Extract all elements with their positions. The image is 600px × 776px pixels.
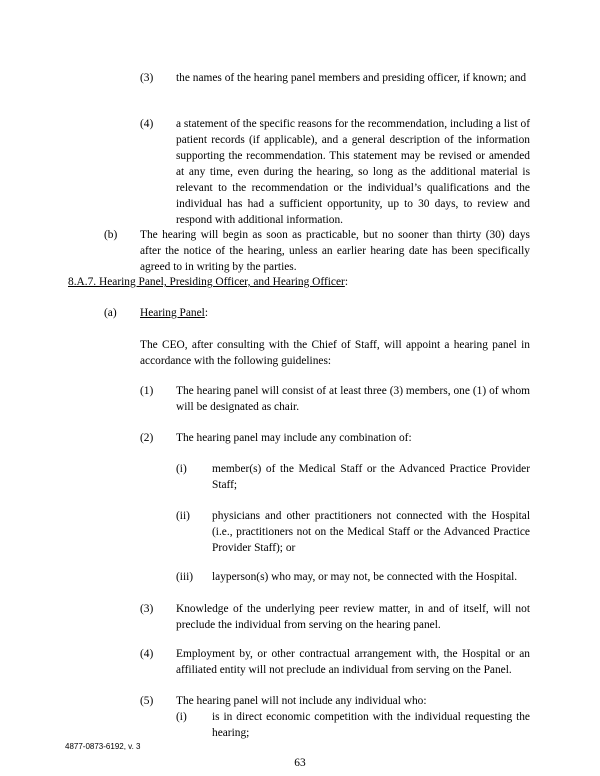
item-text: Employment by, or other contractual arrangement with, the Hospital or an affiliated entity will not preclude an individual from serving on the Panel. <box>176 648 530 676</box>
item-label: (3) <box>140 603 154 615</box>
item-label: (ii) <box>176 510 190 522</box>
item-text: physicians and other practitioners not connected with the Hospital (i.e., practitioners not on the Medical Staff or the Advanced Practice Provider Staff); or <box>212 510 530 554</box>
page-number: 63 <box>294 757 306 769</box>
item-label: (a) <box>104 307 117 319</box>
item-label: (5) <box>140 695 154 707</box>
item-label: (4) <box>140 648 154 660</box>
item-text: is in direct economic competition with the individual requesting the hearing; <box>212 711 530 739</box>
section-heading <box>68 274 528 290</box>
item-label: (2) <box>140 432 154 444</box>
item-text: the names of the hearing panel members and presiding officer, if known; and <box>176 72 527 84</box>
item-text: The hearing will begin as soon as practicable, but no sooner than thirty (30) days after the notice of the hearing, unless an earlier hearing date has been specifically agreed to in writing by the parties. <box>140 229 530 273</box>
subsection-suffix: : <box>204 307 209 319</box>
item-text: The hearing panel will not include any individual who: <box>176 695 427 707</box>
item-label: (4) <box>140 118 154 130</box>
item-text: layperson(s) who may, or may not, be connected with the Hospital. <box>212 571 518 583</box>
item-label: (iii) <box>176 571 194 583</box>
intro-paragraph: The CEO, after consulting with the Chief of Staff, will appoint a hearing panel in accordance with the following guidelines: <box>140 339 530 367</box>
item-text: The hearing panel will consist of at least three (3) members, one (1) of whom will be designated as chair. <box>176 385 530 413</box>
subsection-title: Hearing Panel <box>140 307 205 319</box>
item-label: (i) <box>176 463 187 475</box>
subsection-heading <box>140 305 530 321</box>
item-label: (i) <box>176 711 187 723</box>
item-label: (b) <box>104 229 118 241</box>
document-id: 4877-0873-6192, v. 3 <box>65 742 141 751</box>
item-label: (1) <box>140 385 154 397</box>
section-heading-title: 8.A.7. Hearing Panel, Presiding Officer, and Hearing Officer <box>68 276 345 288</box>
item-text: a statement of the specific reasons for the recommendation, including a list of patient records (if applicable), and a general description of the information supporting the recommendation. This statement may be revised or amended at any time, even during the hearing, so long as the additional material is relevant to the recommendation or the individual’s qualifications and the individual has had a sufficient opportunity, up to 30 days, to review and respond with additional information. <box>176 118 530 226</box>
item-text: The hearing panel may include any combination of: <box>176 432 412 444</box>
item-text: member(s) of the Medical Staff or the Advanced Practice Provider Staff; <box>212 463 530 491</box>
item-text: Knowledge of the underlying peer review matter, in and of itself, will not preclude the individual from serving on the hearing panel. <box>176 603 530 631</box>
item-label: (3) <box>140 72 154 84</box>
section-heading-suffix: : <box>344 276 349 288</box>
